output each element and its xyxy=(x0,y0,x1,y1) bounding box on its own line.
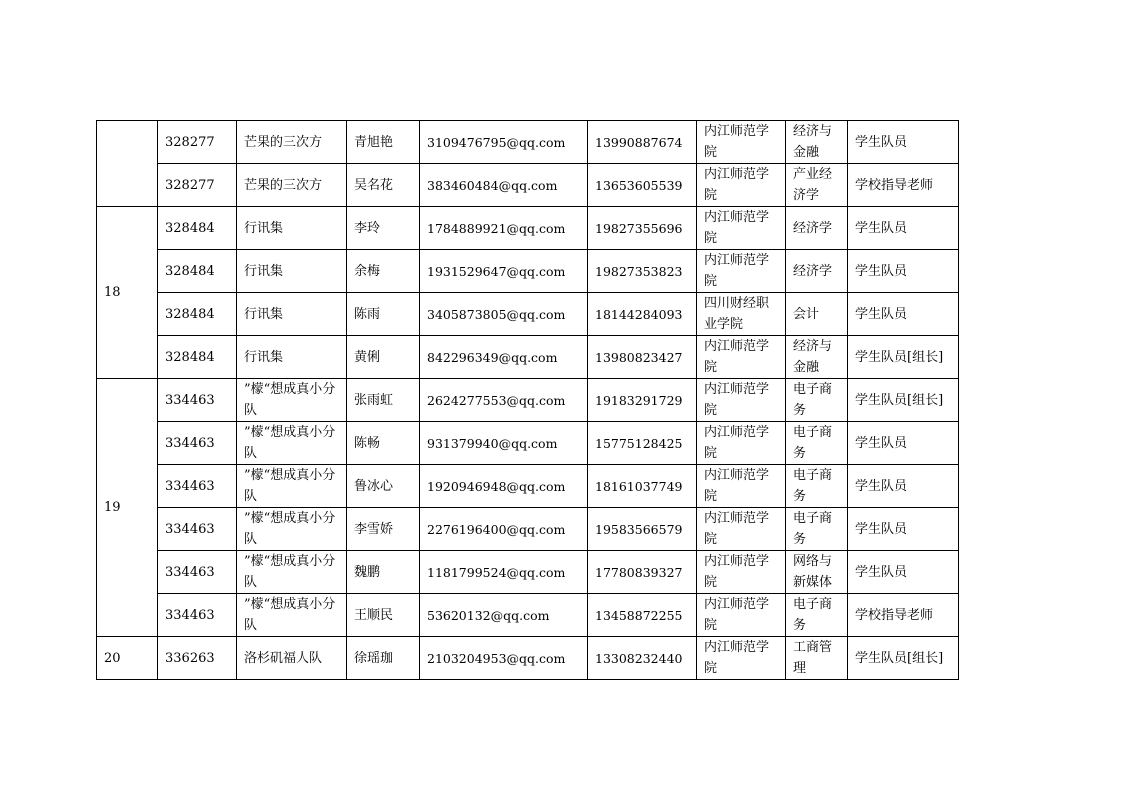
member-name-cell: 张雨虹 xyxy=(347,379,420,422)
member-name-cell: 鲁冰心 xyxy=(347,465,420,508)
member-name-cell: 余梅 xyxy=(347,250,420,293)
major-cell: 电子商务 xyxy=(786,594,848,637)
phone-cell: 15775128425 xyxy=(588,422,697,465)
school-cell: 内江师范学院 xyxy=(697,637,786,680)
role-cell: 学生队员[组长] xyxy=(848,379,959,422)
table-row xyxy=(97,121,959,164)
member-name-cell: 陈雨 xyxy=(347,293,420,336)
phone-cell: 17780839327 xyxy=(588,551,697,594)
member-name-cell: 黄俐 xyxy=(347,336,420,379)
team-name-cell: 行讯集 xyxy=(237,336,347,379)
table-row xyxy=(97,164,959,207)
major-cell: 会计 xyxy=(786,293,848,336)
team-name-cell: 芒果的三次方 xyxy=(237,121,347,164)
email-cell: 1181799524@qq.com xyxy=(420,551,588,594)
role-cell: 学生队员 xyxy=(848,508,959,551)
school-cell: 内江师范学院 xyxy=(697,508,786,551)
email-cell: 1784889921@qq.com xyxy=(420,207,588,250)
team-name-cell: ”檬“想成真小分队 xyxy=(237,379,347,422)
group-number-cell xyxy=(97,121,158,207)
major-cell: 电子商务 xyxy=(786,379,848,422)
member-name-cell: 李玲 xyxy=(347,207,420,250)
email-cell: 2276196400@qq.com xyxy=(420,508,588,551)
team-name-cell: ”檬“想成真小分队 xyxy=(237,508,347,551)
school-cell: 内江师范学院 xyxy=(697,121,786,164)
team-name-cell: 洛杉矶福人队 xyxy=(237,637,347,680)
team-id-cell: 334463 xyxy=(158,508,237,551)
team-name-cell: 行讯集 xyxy=(237,207,347,250)
major-cell: 经济学 xyxy=(786,207,848,250)
table-row xyxy=(97,207,959,250)
role-cell: 学生队员[组长] xyxy=(848,637,959,680)
group-number-cell: 19 xyxy=(97,379,158,637)
role-cell: 学生队员 xyxy=(848,121,959,164)
major-cell: 网络与新媒体 xyxy=(786,551,848,594)
major-cell: 经济与金融 xyxy=(786,336,848,379)
email-cell: 2624277553@qq.com xyxy=(420,379,588,422)
member-name-cell: 青旭艳 xyxy=(347,121,420,164)
team-id-cell: 334463 xyxy=(158,422,237,465)
phone-cell: 19583566579 xyxy=(588,508,697,551)
team-name-cell: 行讯集 xyxy=(237,250,347,293)
phone-cell: 19827355696 xyxy=(588,207,697,250)
team-id-cell: 328484 xyxy=(158,336,237,379)
school-cell: 内江师范学院 xyxy=(697,422,786,465)
team-name-cell: ”檬“想成真小分队 xyxy=(237,551,347,594)
major-cell: 经济学 xyxy=(786,250,848,293)
member-name-cell: 吴名花 xyxy=(347,164,420,207)
phone-cell: 13653605539 xyxy=(588,164,697,207)
role-cell: 学生队员 xyxy=(848,465,959,508)
role-cell: 学校指导老师 xyxy=(848,164,959,207)
major-cell: 电子商务 xyxy=(786,422,848,465)
table-row xyxy=(97,637,959,680)
team-id-cell: 328484 xyxy=(158,207,237,250)
team-name-cell: ”檬“想成真小分队 xyxy=(237,594,347,637)
table-row xyxy=(97,508,959,551)
member-name-cell: 李雪娇 xyxy=(347,508,420,551)
school-cell: 内江师范学院 xyxy=(697,207,786,250)
team-id-cell: 334463 xyxy=(158,465,237,508)
team-id-cell: 328484 xyxy=(158,293,237,336)
email-cell: 383460484@qq.com xyxy=(420,164,588,207)
table-row xyxy=(97,551,959,594)
team-id-cell: 328277 xyxy=(158,121,237,164)
team-name-cell: 行讯集 xyxy=(237,293,347,336)
role-cell: 学生队员 xyxy=(848,551,959,594)
group-number-cell: 18 xyxy=(97,207,158,379)
major-cell: 电子商务 xyxy=(786,465,848,508)
team-id-cell: 334463 xyxy=(158,379,237,422)
school-cell: 内江师范学院 xyxy=(697,250,786,293)
email-cell: 3109476795@qq.com xyxy=(420,121,588,164)
school-cell: 四川财经职业学院 xyxy=(697,293,786,336)
table-row xyxy=(97,594,959,637)
table-row xyxy=(97,465,959,508)
participant-table xyxy=(96,120,959,680)
member-name-cell: 徐瑶珈 xyxy=(347,637,420,680)
school-cell: 内江师范学院 xyxy=(697,336,786,379)
major-cell: 产业经济学 xyxy=(786,164,848,207)
role-cell: 学生队员 xyxy=(848,293,959,336)
phone-cell: 19827353823 xyxy=(588,250,697,293)
phone-cell: 13990887674 xyxy=(588,121,697,164)
email-cell: 931379940@qq.com xyxy=(420,422,588,465)
email-cell: 1920946948@qq.com xyxy=(420,465,588,508)
role-cell: 学生队员 xyxy=(848,207,959,250)
table-row xyxy=(97,250,959,293)
table-row xyxy=(97,293,959,336)
school-cell: 内江师范学院 xyxy=(697,594,786,637)
phone-cell: 13980823427 xyxy=(588,336,697,379)
phone-cell: 13458872255 xyxy=(588,594,697,637)
table-row xyxy=(97,422,959,465)
phone-cell: 18144284093 xyxy=(588,293,697,336)
role-cell: 学生队员[组长] xyxy=(848,336,959,379)
team-name-cell: ”檬“想成真小分队 xyxy=(237,465,347,508)
table-row xyxy=(97,379,959,422)
major-cell: 经济与金融 xyxy=(786,121,848,164)
role-cell: 学生队员 xyxy=(848,250,959,293)
major-cell: 电子商务 xyxy=(786,508,848,551)
member-name-cell: 陈畅 xyxy=(347,422,420,465)
team-id-cell: 334463 xyxy=(158,551,237,594)
team-id-cell: 328277 xyxy=(158,164,237,207)
table-row xyxy=(97,336,959,379)
team-id-cell: 336263 xyxy=(158,637,237,680)
role-cell: 学生队员 xyxy=(848,422,959,465)
team-id-cell: 334463 xyxy=(158,594,237,637)
school-cell: 内江师范学院 xyxy=(697,551,786,594)
email-cell: 2103204953@qq.com xyxy=(420,637,588,680)
email-cell: 842296349@qq.com xyxy=(420,336,588,379)
email-cell: 1931529647@qq.com xyxy=(420,250,588,293)
phone-cell: 13308232440 xyxy=(588,637,697,680)
email-cell: 53620132@qq.com xyxy=(420,594,588,637)
major-cell: 工商管理 xyxy=(786,637,848,680)
member-name-cell: 魏鹏 xyxy=(347,551,420,594)
group-number-cell: 20 xyxy=(97,637,158,680)
table-body xyxy=(97,121,959,680)
email-cell: 3405873805@qq.com xyxy=(420,293,588,336)
team-name-cell: ”檬“想成真小分队 xyxy=(237,422,347,465)
phone-cell: 18161037749 xyxy=(588,465,697,508)
school-cell: 内江师范学院 xyxy=(697,465,786,508)
team-id-cell: 328484 xyxy=(158,250,237,293)
school-cell: 内江师范学院 xyxy=(697,164,786,207)
role-cell: 学校指导老师 xyxy=(848,594,959,637)
phone-cell: 19183291729 xyxy=(588,379,697,422)
member-name-cell: 王顺民 xyxy=(347,594,420,637)
team-name-cell: 芒果的三次方 xyxy=(237,164,347,207)
school-cell: 内江师范学院 xyxy=(697,379,786,422)
